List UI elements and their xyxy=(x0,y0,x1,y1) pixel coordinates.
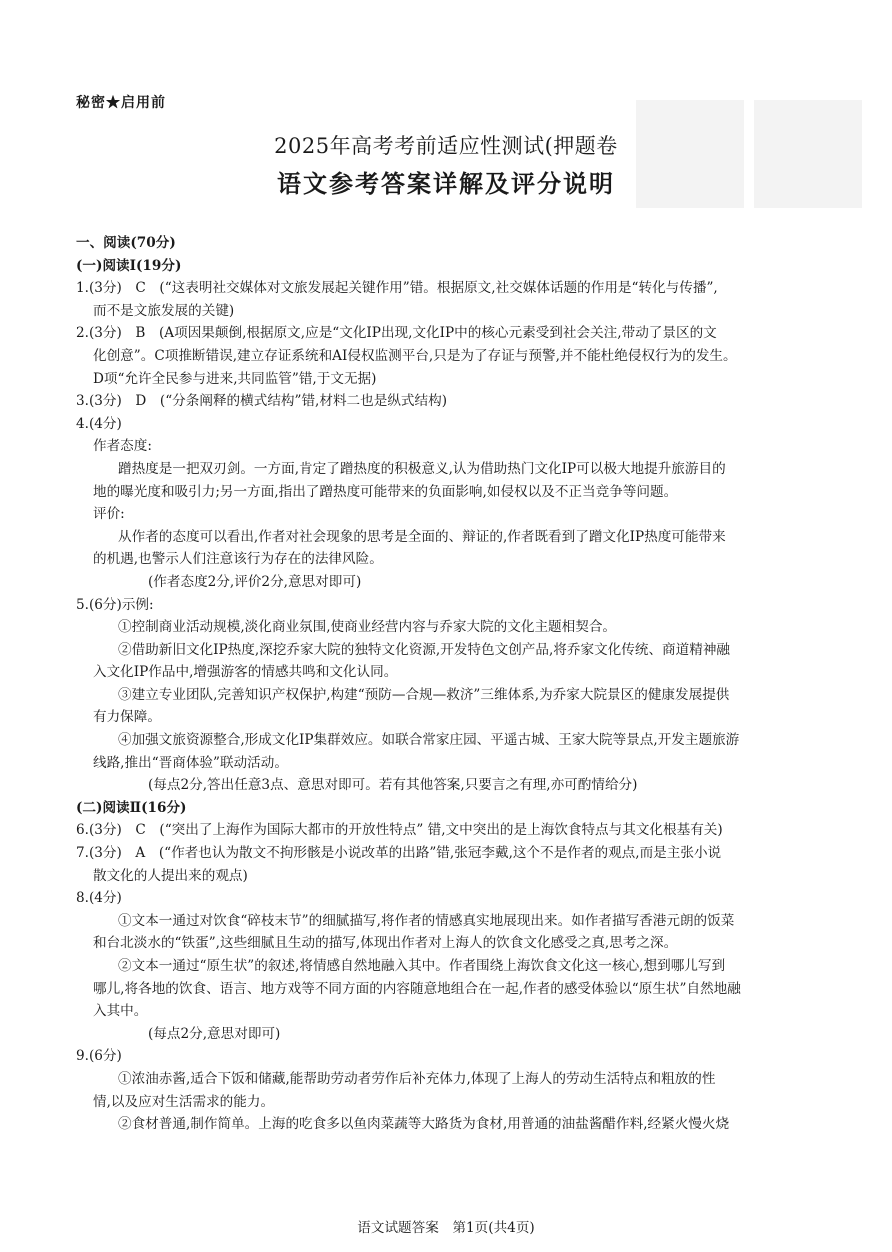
secret-label: 秘密★启用前 xyxy=(76,95,166,111)
text-line: D项“允许全民参与进来,共同监管”错,于文无据) xyxy=(93,370,377,387)
text-line: ①控制商业活动规模,淡化商业氛围,使商业经营内容与乔家大院的文化主题相契合。 xyxy=(118,619,617,636)
text-line: 化创意”。C项推断错误,建立存证系统和AI侵权监测平台,只是为了存证与预警,并不能杜绝侵权行为的发生。 xyxy=(93,347,737,364)
answer-body xyxy=(76,232,822,1136)
text-line: 评价: xyxy=(93,506,125,523)
text-line: 有力保障。 xyxy=(93,709,161,726)
text-line: (作者态度2分,评价2分,意思对即可) xyxy=(148,573,362,590)
exam-title: 2025年高考考前适应性测试(押题卷 xyxy=(274,134,618,158)
text-line: 一、阅读(70分) xyxy=(76,235,176,251)
text-line: 而不是文旅发展的关键) xyxy=(93,302,235,319)
text-line: 情,以及应对生活需求的能力。 xyxy=(93,1093,275,1110)
text-line: 7.(3分) A (“作者也认为散文不拘形骸是小说改革的出路”错,张冠李戴,这个不是作者的观点,而是主张小说 xyxy=(76,845,722,862)
text-line: 入其中。 xyxy=(93,1003,148,1020)
text-line: 地的曝光度和吸引力;另一方面,指出了蹭热度可能带来的负面影响,如侵权以及不正当竞争等问题。 xyxy=(93,483,678,500)
text-line: 线路,推出“晋商体验”联动活动。 xyxy=(93,754,288,771)
text-line: 作者态度: xyxy=(93,438,152,455)
text-line: ①文本一通过对饮食“碎枝末节”的细腻描写,将作者的情感真实地展现出来。如作者描写香港元朗的饭菜 xyxy=(118,912,735,929)
text-line: 3.(3分) D (“分条阐释的横式结构”错,材料二也是纵式结构) xyxy=(76,393,448,410)
text-line: 1.(3分) C (“这表明社交媒体对文旅发展起关键作用”错。根据原文,社交媒体话题的作用是“转化与传播”, xyxy=(76,280,718,297)
page-footer: 语文试题答案 第1页(共4页) xyxy=(357,1220,535,1236)
text-line: ①浓油赤酱,适合下饭和储藏,能帮助劳动者劳作后补充体力,体现了上海人的劳动生活特点和粗放的性 xyxy=(118,1070,716,1087)
text-line: ④加强文旅资源整合,形成文化IP集群效应。如联合常家庄园、平遥古城、王家大院等景点,开发主题旅游 xyxy=(118,732,740,749)
text-line: 2.(3分) B (A项因果颠倒,根据原文,应是“文化IP出现,文化IP中的核心元素受到社会关注,带动了景区的文 xyxy=(76,325,717,342)
text-line: 散文化的人提出来的观点) xyxy=(93,867,248,884)
text-line: (二)阅读Ⅱ(16分) xyxy=(76,799,187,816)
text-line: (每点2分,意思对即可) xyxy=(148,1025,281,1042)
text-line: 哪儿,将各地的饮食、语言、地方戏等不同方面的内容随意地组合在一起,作者的感受体验以“原生状”自然地融 xyxy=(93,980,741,997)
text-line: ②食材普通,制作简单。上海的吃食多以鱼肉菜蔬等大路货为食材,用普通的油盐酱醋作料,经紧火慢火烧 xyxy=(118,1116,730,1133)
text-line: ②借助新旧文化IP热度,深挖乔家大院的独特文化资源,开发特色文创产品,将乔家文化传统、商道精神融 xyxy=(118,641,731,658)
text-line: ③建立专业团队,完善知识产权保护,构建“预防—合规—救济”三维体系,为乔家大院景区的健康发展提供 xyxy=(118,686,730,703)
text-line: (一)阅读Ⅰ(19分) xyxy=(76,257,182,274)
text-line: 9.(6分) xyxy=(76,1048,122,1065)
text-line: 的机遇,也警示人们注意该行为存在的法律风险。 xyxy=(93,551,383,568)
text-line: 8.(4分) xyxy=(76,890,122,907)
text-line: 从作者的态度可以看出,作者对社会现象的思考是全面的、辩证的,作者既看到了蹭文化IP热度可能带来 xyxy=(118,528,726,545)
text-line: 4.(4分) xyxy=(76,415,122,432)
doc-subtitle: 语文参考答案详解及评分说明 xyxy=(277,170,615,198)
text-line: (每点2分,答出任意3点、意思对即可。若有其他答案,只要言之有理,亦可酌情给分) xyxy=(148,777,638,794)
text-line: 6.(3分) C (“突出了上海作为国际大都市的开放性特点” 错,文中突出的是上海饮食特点与其文化根基有关) xyxy=(76,822,723,839)
text-line: ②文本一通过“原生状”的叙述,将情感自然地融入其中。作者围绕上海饮食文化这一核心,想到哪儿写到 xyxy=(118,958,726,974)
text-line: 入文化IP作品中,增强游客的情感共鸣和文化认同。 xyxy=(93,664,398,681)
text-line: 蹭热度是一把双刃剑。一方面,肯定了蹭热度的积极意义,认为借助热门文化IP可以极大地提升旅游目的 xyxy=(118,460,726,477)
text-line: 和台北淡水的“铁蛋”,这些细腻且生动的描写,体现出作者对上海人的饮食文化感受之真,思考之深。 xyxy=(93,935,678,952)
text-line: 5.(6分)示例: xyxy=(76,596,154,613)
